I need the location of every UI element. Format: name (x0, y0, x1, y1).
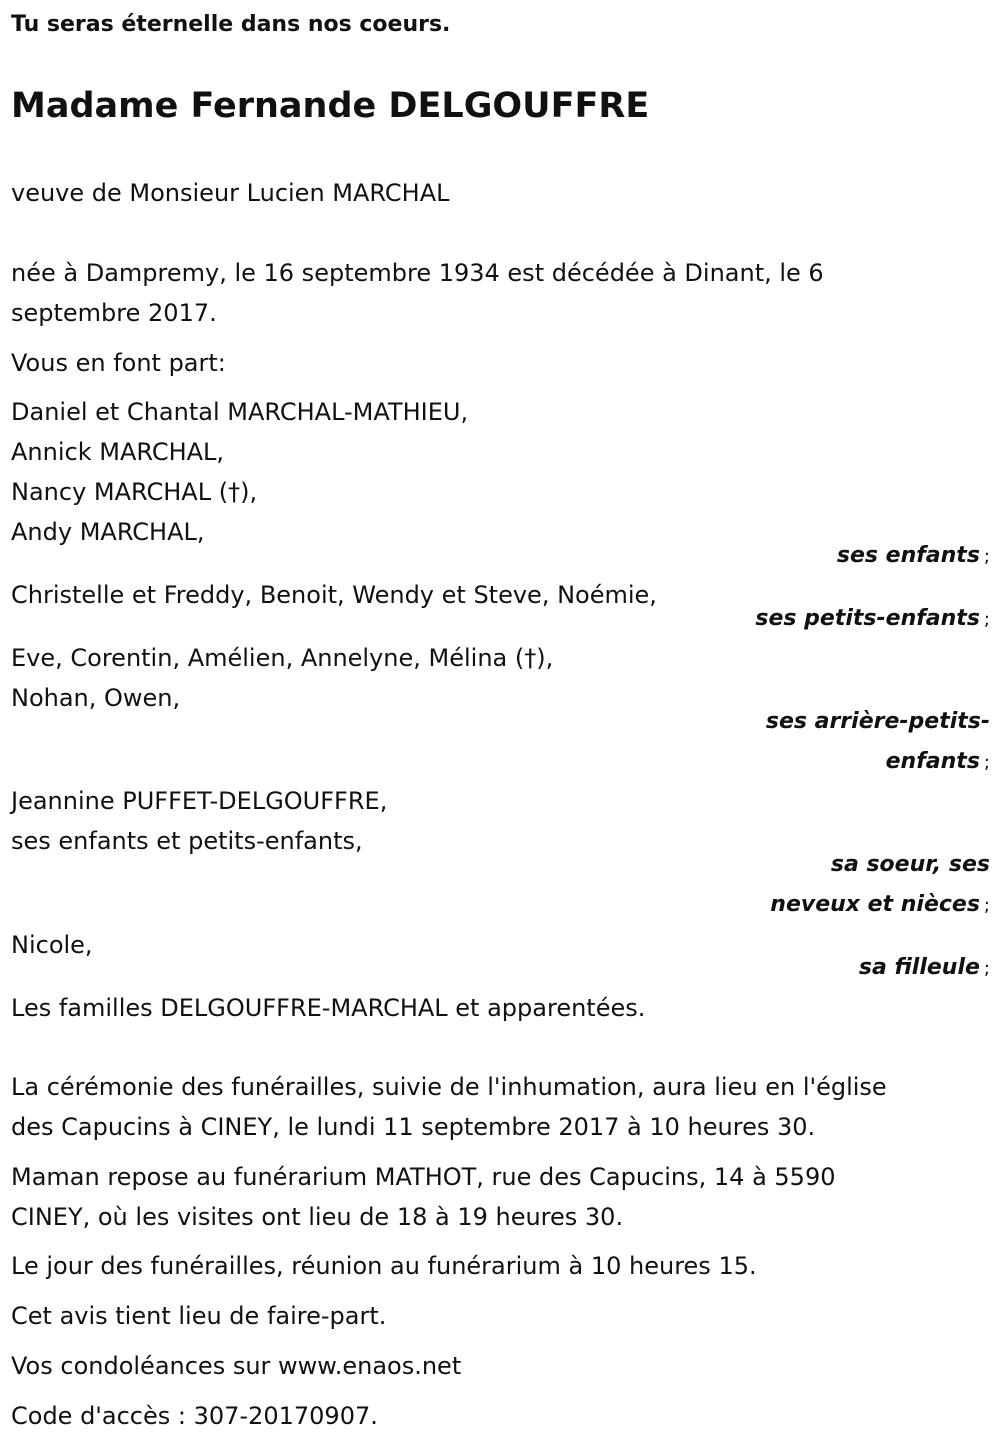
relation-label: ses enfants (836, 543, 980, 568)
relation-goddaughter (859, 948, 990, 989)
relation-sister-line-2 (770, 885, 990, 926)
families-line: Les familles DELGOUFFRE-MARCHAL et apparentées. (11, 994, 646, 1022)
notice-line: Cet avis tient lieu de faire-part. (11, 1302, 387, 1330)
deceased-name: Madame Fernande DELGOUFFRE (11, 86, 650, 126)
relation-label: enfants (885, 749, 980, 774)
separator: ; (983, 546, 990, 567)
separator: ; (983, 958, 990, 979)
family-name-line: Nohan, Owen, (11, 684, 181, 712)
meeting-line: Le jour des funérailles, réunion au funérarium à 10 heures 15. (11, 1252, 757, 1280)
relation-children (837, 536, 990, 577)
family-name-line: Christelle et Freddy, Benoit, Wendy et Steve, Noémie, (11, 581, 657, 609)
relation-label: ses arrière-petits- (765, 709, 990, 734)
relation-great-grandchildren-line-2 (886, 742, 990, 783)
family-name-line: ses enfants et petits-enfants, (11, 827, 363, 855)
birth-death-line-2: septembre 2017. (11, 299, 217, 327)
family-name-line: Eve, Corentin, Amélien, Annelyne, Mélina (†), (11, 644, 554, 672)
relation-label: neveux et nièces (770, 892, 980, 917)
family-name-line: Jeannine PUFFET-DELGOUFFRE, (11, 787, 388, 815)
birth-death-line-1: née à Dampremy, le 16 septembre 1934 est décédée à Dinant, le 6 (11, 259, 824, 287)
relation-grandchildren (755, 599, 990, 640)
family-name-line: Andy MARCHAL, (11, 518, 205, 546)
separator: ; (983, 752, 990, 773)
relation-label: ses petits-enfants (755, 606, 980, 631)
family-name-line: Nicole, (11, 931, 93, 959)
widow-line: veuve de Monsieur Lucien MARCHAL (11, 179, 450, 207)
separator: ; (983, 609, 990, 630)
family-name-line: Nancy MARCHAL (†), (11, 478, 258, 506)
separator: ; (983, 895, 990, 916)
rest-line-2: CINEY, où les visites ont lieu de 18 à 19 heures 30. (11, 1203, 624, 1231)
family-name-line: Annick MARCHAL, (11, 438, 225, 466)
ceremony-line-2: des Capucins à CINEY, le lundi 11 septembre 2017 à 10 heures 30. (11, 1113, 816, 1141)
relation-label: sa filleule (858, 955, 980, 980)
access-code-line: Code d'accès : 307-20170907. (11, 1402, 378, 1430)
announcement: Vous en font part: (11, 349, 226, 377)
relation-sister-line-1 (831, 845, 990, 885)
ceremony-line-1: La cérémonie des funérailles, suivie de l'inhumation, aura lieu en l'église (11, 1073, 887, 1101)
relation-label: sa soeur, ses (830, 852, 990, 877)
family-name-line: Daniel et Chantal MARCHAL-MATHIEU, (11, 398, 469, 426)
rest-line-1: Maman repose au funérarium MATHOT, rue des Capucins, 14 à 5590 (11, 1163, 836, 1191)
epitaph: Tu seras éternelle dans nos coeurs. (11, 12, 451, 37)
relation-great-grandchildren-line-1 (766, 702, 990, 742)
condolences-line: Vos condoléances sur www.enaos.net (11, 1352, 462, 1380)
